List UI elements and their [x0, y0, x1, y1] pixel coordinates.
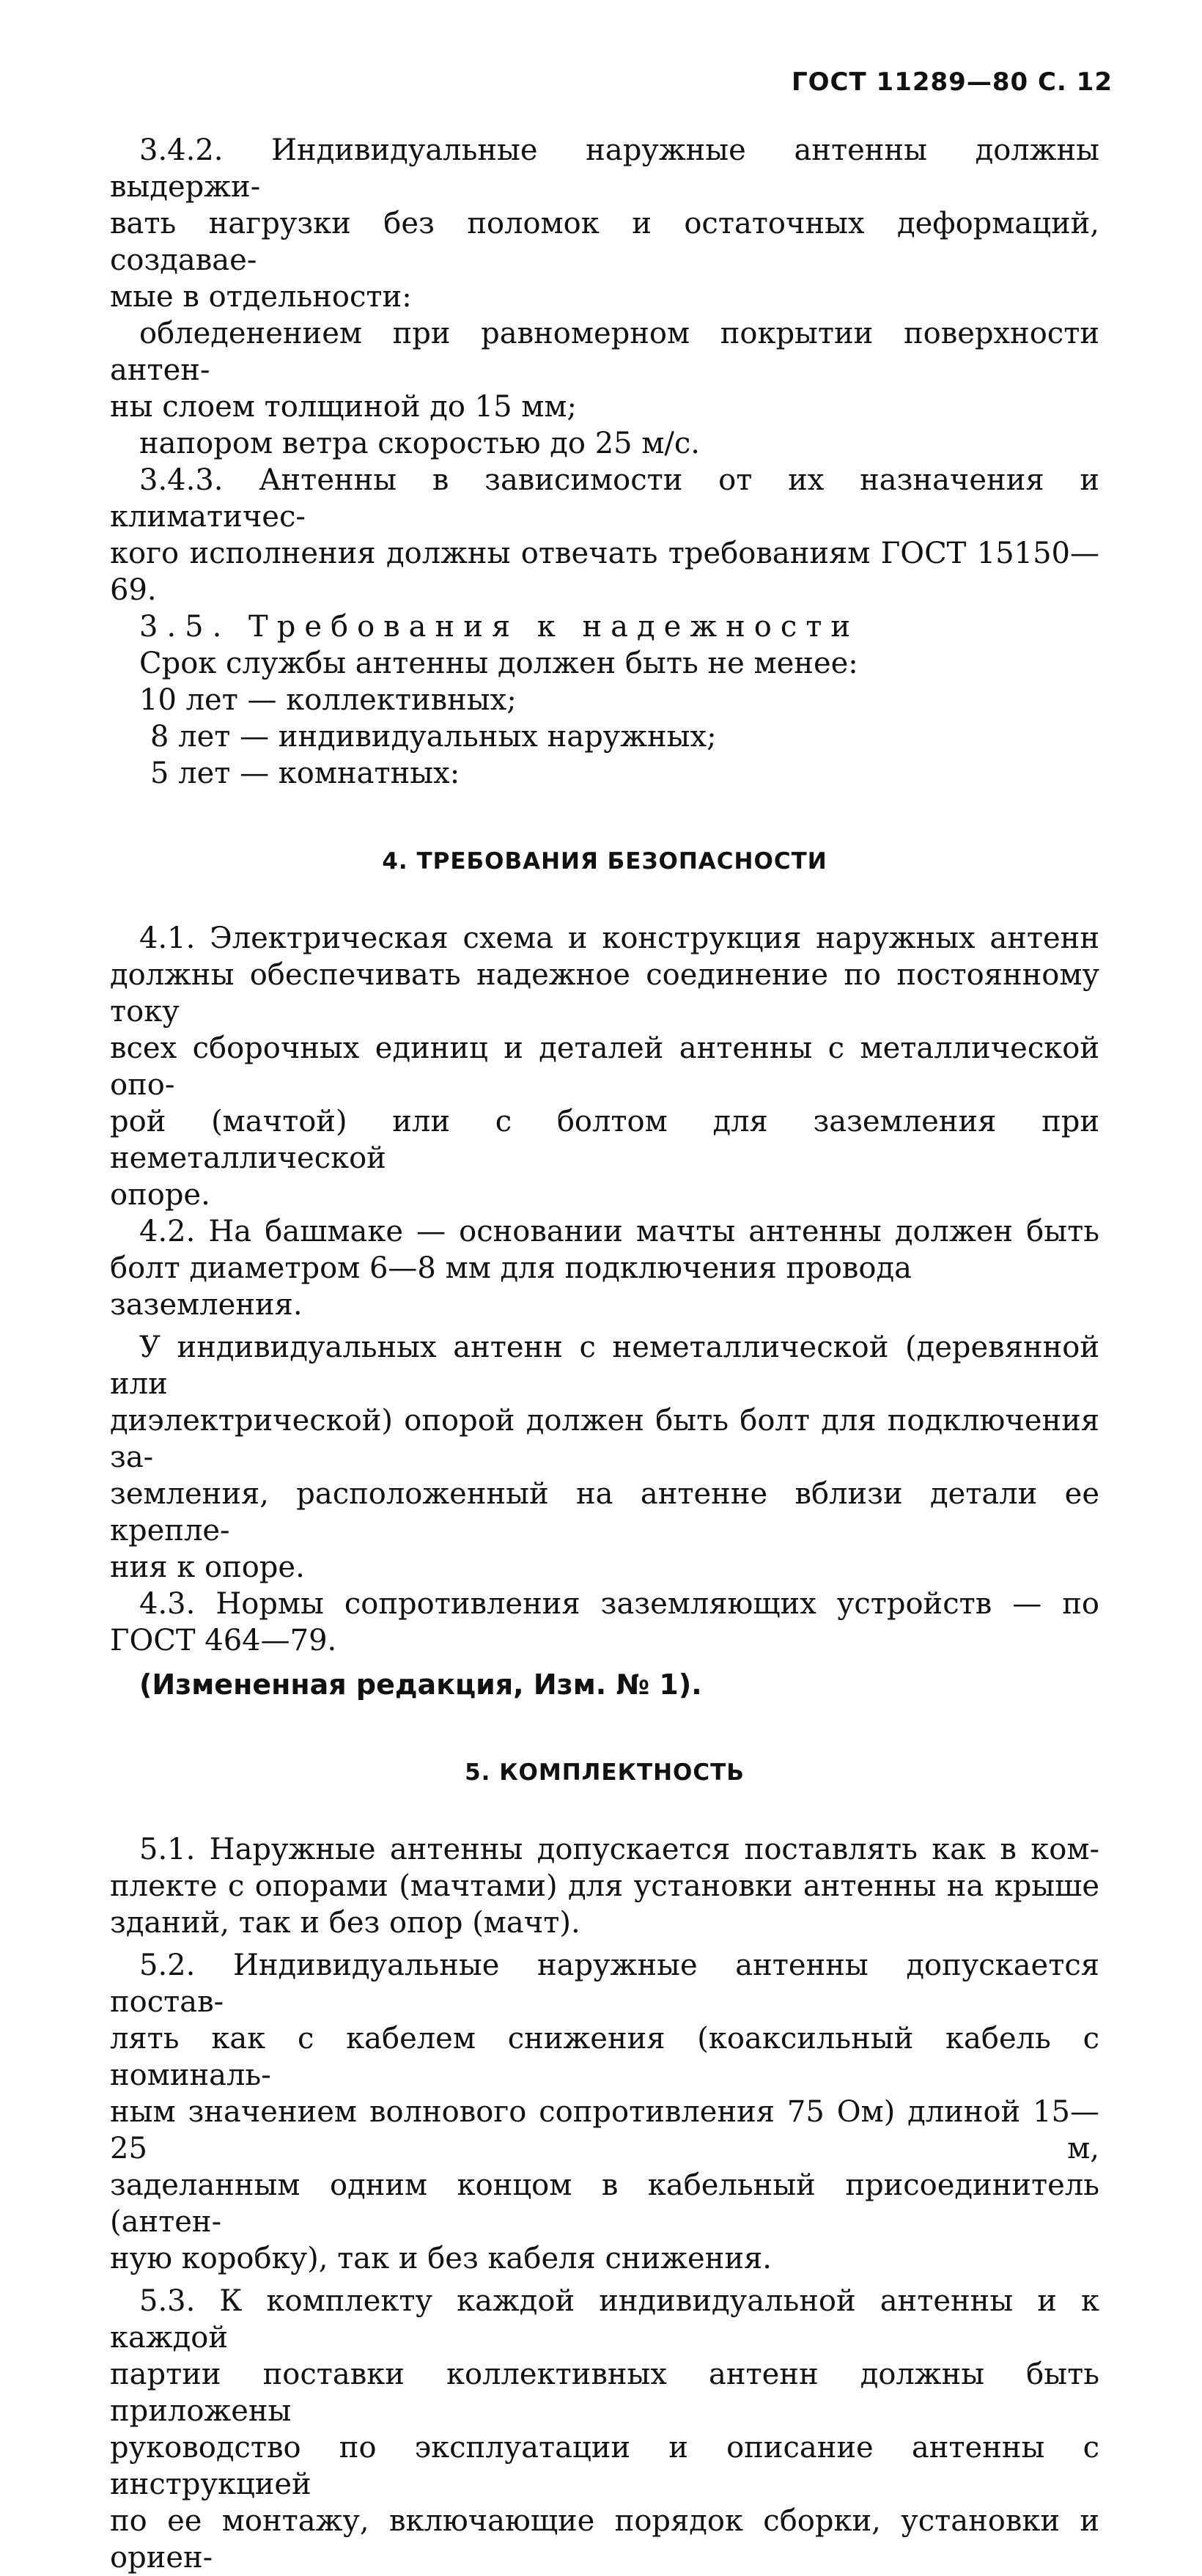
text-line: опоре. [110, 1178, 210, 1212]
text-line: 5.3. К комплекту каждой индивидуальной антенны и к каждой [110, 2284, 1099, 2355]
text-line: У индивидуальных антенн с неметаллической (деревянной или [110, 1331, 1099, 1401]
text-line: должны обеспечивать надежное соединение по постоянному току [110, 958, 1099, 1028]
text-line: диэлектрической) опорой должен быть болт для подключения за- [110, 1404, 1099, 1474]
text-line: руководство по эксплуатации и описание антенны с инструкцией [110, 2431, 1099, 2501]
text-line: 3.4.2. Индивидуальные наружные антенны должны выдержи- [110, 133, 1099, 204]
section-4-title: 4. ТРЕБОВАНИЯ БЕЗОПАСНОСТИ [382, 848, 827, 875]
text-line: лять как с кабелем снижения (коаксильный кабель с номиналь- [110, 2022, 1099, 2092]
clause-ice [110, 315, 1099, 425]
text-line: партии поставки коллективных антенн должны быть приложены [110, 2358, 1099, 2428]
clause-3-4-2 [110, 132, 1099, 315]
clause-5-3 [110, 2283, 1099, 2576]
text-line: ния к опоре. [110, 1550, 305, 1584]
clause-4-2 [110, 1213, 1099, 1323]
text-line: плекте с опорами (мачтами) для установки антенны на крыше [110, 1869, 1099, 1903]
section-5-title: 5. КОМПЛЕКТНОСТЬ [465, 1759, 745, 1786]
text-line: вать нагрузки без поломок и остаточных деформаций, создавае- [110, 207, 1099, 277]
clause-4-1 [110, 920, 1099, 1213]
text-line: земления, расположенный на антенне вблизи детали ее крепле- [110, 1477, 1099, 1548]
text-line: 5.2. Индивидуальные наружные антенны допускается постав- [110, 1948, 1099, 2019]
text-line: по ее монтажу, включающие порядок сборки, установки и ориен- [110, 2504, 1099, 2575]
text-line: ным значением волнового сопротивления 75 Ом) длиной 15—25 м, [110, 2095, 1099, 2165]
document-body [110, 132, 1099, 2576]
text-line: кого исполнения должны отвечать требованиям ГОСТ 15150—69. [110, 537, 1099, 607]
text-line: 4.3. Нормы сопротивления заземляющих устройств — по [139, 1587, 1099, 1621]
clause-3-5-intro: Срок службы антенны должен быть не менее: [139, 647, 858, 680]
clause-5-2 [110, 1947, 1099, 2277]
clause-3-4-3 [110, 462, 1099, 608]
page-header: ГОСТ 11289—80 С. 12 [791, 67, 1113, 97]
clause-4-2-b [110, 1329, 1099, 1586]
text-line: болт диаметром 6—8 мм для подключения провода заземления. [110, 1251, 912, 1322]
clause-wind: напором ветра скоростью до 25 м/с. [139, 427, 701, 460]
text-line: обледенением при равномерном покрытии поверхности антен- [110, 317, 1099, 387]
text-line: мые в отдельности: [110, 280, 412, 314]
clause-3-5-title: 3.5. Требования к надежности [139, 610, 860, 644]
list-item: 10 лет — коллективных; [139, 683, 517, 717]
text-line: 5.1. Наружные антенны допускается поставлять как в ком- [139, 1833, 1099, 1866]
list-item: 5 лет — комнатных: [150, 757, 460, 790]
text-line: ны слоем толщиной до 15 мм; [110, 390, 577, 424]
text-line: 3.4.3. Антенны в зависимости от их назначения и климатичес- [110, 463, 1099, 534]
text-line: всех сборочных единиц и деталей антенны с металлической опо- [110, 1031, 1099, 1102]
text-line: ГОСТ 464—79. [110, 1624, 337, 1657]
text-line: 4.2. На башмаке — основании мачты антенны должен быть [139, 1215, 1099, 1248]
text-line: зданий, так и без опор (мачт). [110, 1906, 580, 1940]
amendment-note: (Измененная редакция, Изм. № 1). [139, 1668, 702, 1701]
clause-5-1 [110, 1831, 1099, 1941]
text-line: заделанным одним концом в кабельный присоединитель (антен- [110, 2168, 1099, 2239]
clause-4-3 [110, 1586, 1099, 1659]
text-line: ную коробку), так и без кабеля снижения. [110, 2242, 772, 2275]
text-line: 4.1. Электрическая схема и конструкция наружных антенн [139, 921, 1099, 955]
text-line: рой (мачтой) или с болтом для заземления при неметаллической [110, 1105, 1099, 1175]
list-item: 8 лет — индивидуальных наружных; [150, 720, 717, 754]
